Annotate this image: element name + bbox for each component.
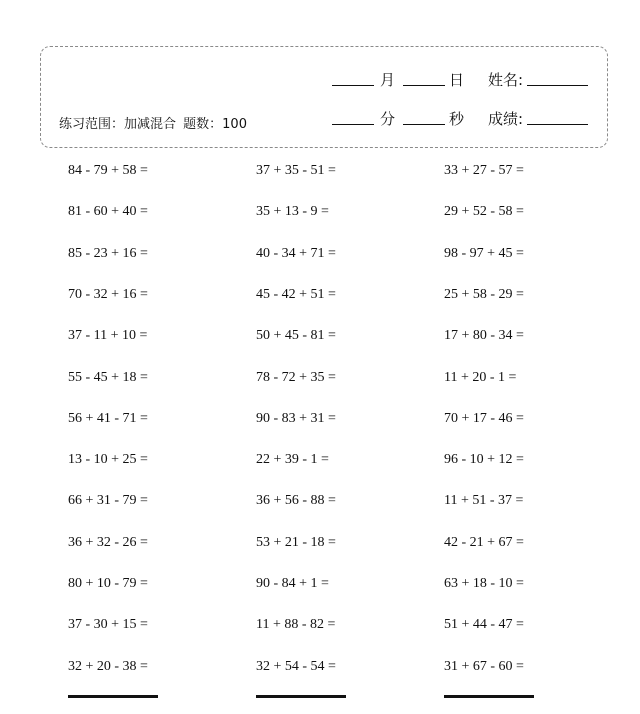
math-problem: 32 + 20 - 38 = — [68, 658, 148, 674]
math-problem: 22 + 39 - 1 = — [256, 452, 329, 468]
math-problem: 42 - 21 + 67 = — [444, 534, 524, 550]
math-problem: 80 + 10 - 79 = — [68, 576, 148, 591]
math-problem: 85 - 23 + 16 = — [68, 245, 148, 261]
math-problem: 13 - 10 + 25 = — [68, 452, 148, 468]
math-problem: 35 + 13 - 9 = — [256, 204, 329, 220]
math-problem: 32 + 54 - 54 = — [256, 658, 336, 674]
name-label: 姓名: — [488, 71, 524, 89]
math-problem: 11 + 88 - 82 = — [256, 617, 336, 633]
math-problem: 33 + 27 - 57 = — [444, 163, 524, 178]
cutoff-problem — [444, 695, 534, 698]
math-problem: 37 - 11 + 10 = — [68, 328, 148, 344]
math-problem: 40 - 34 + 71 = — [256, 245, 336, 261]
math-problem: 50 + 45 - 81 = — [256, 328, 336, 344]
score-label: 成绩: — [488, 110, 524, 128]
math-problem: 70 - 32 + 16 = — [68, 286, 148, 302]
minute-label: 分 — [380, 110, 396, 128]
month-label: 月 — [380, 71, 396, 89]
math-problem: 55 - 45 + 18 = — [68, 369, 148, 385]
math-problem: 56 + 41 - 71 = — [68, 410, 148, 426]
math-problem: 90 - 83 + 31 = — [256, 410, 336, 426]
cutoff-problem — [256, 695, 346, 698]
math-problem: 63 + 18 - 10 = — [444, 576, 524, 591]
second-label: 秒 — [449, 110, 465, 128]
math-problem: 51 + 44 - 47 = — [444, 617, 524, 633]
math-problem: 84 - 79 + 58 = — [68, 163, 148, 178]
math-problem: 45 - 42 + 51 = — [256, 286, 336, 302]
math-problem: 98 - 97 + 45 = — [444, 245, 524, 261]
math-problem: 53 + 21 - 18 = — [256, 534, 336, 550]
math-problem: 37 - 30 + 15 = — [68, 617, 148, 633]
math-problem: 11 + 20 - 1 = — [444, 369, 517, 385]
math-problem: 11 + 51 - 37 = — [444, 493, 524, 509]
math-problem: 36 + 32 - 26 = — [68, 534, 148, 550]
math-problem: 31 + 67 - 60 = — [444, 658, 524, 674]
math-problem: 37 + 35 - 51 = — [256, 163, 336, 178]
math-problem: 78 - 72 + 35 = — [256, 369, 336, 385]
math-problem: 70 + 17 - 46 = — [444, 410, 524, 426]
practice-scope-label: 练习范围：加减混合 — [59, 117, 177, 132]
math-problem: 25 + 58 - 29 = — [444, 286, 524, 302]
math-problem: 29 + 52 - 58 = — [444, 204, 524, 220]
math-problem: 66 + 31 - 79 = — [68, 493, 148, 509]
cutoff-problem — [68, 695, 158, 698]
question-count-label: 题数：100 — [183, 117, 247, 132]
math-problem: 96 - 10 + 12 = — [444, 452, 524, 468]
math-problem: 36 + 56 - 88 = — [256, 493, 336, 509]
math-problem: 17 + 80 - 34 = — [444, 328, 524, 344]
day-label: 日 — [449, 71, 465, 89]
math-problem: 81 - 60 + 40 = — [68, 204, 148, 220]
math-problem: 90 - 84 + 1 = — [256, 576, 329, 591]
